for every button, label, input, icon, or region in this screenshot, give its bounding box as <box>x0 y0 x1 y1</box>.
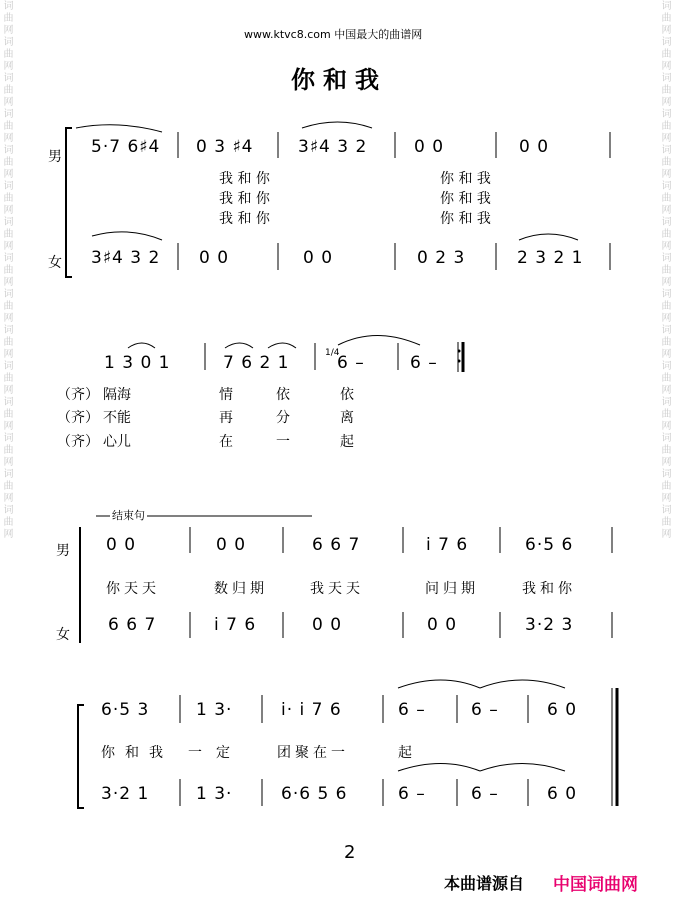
measure: 6 – <box>410 353 438 373</box>
lyric: 隔海 <box>103 387 131 403</box>
watermark-left: 词曲网词曲网词曲网词曲网词曲网词曲网词曲网词曲网词曲网词曲网词曲网词曲网词曲网词曲网词曲网 <box>1 0 12 540</box>
measure: 0 0 <box>414 137 445 157</box>
lyric: 你天天 <box>106 581 160 597</box>
measure: 3♯4 3 2 <box>91 248 161 268</box>
measure: 6 – <box>471 700 499 720</box>
measure: 0 3 ♯4 <box>196 137 254 157</box>
measure: 0 0 <box>519 137 550 157</box>
lyric: 数归期 <box>214 581 268 597</box>
source-label: 本曲谱源自 <box>444 874 525 893</box>
measure: i· i 7 6 <box>281 700 342 720</box>
lyric: 一 <box>276 434 290 450</box>
measure: 6 – <box>398 784 426 804</box>
measure: 0 0 <box>427 615 458 635</box>
measure: 0 2 3 <box>417 248 466 268</box>
lyric: 心儿 <box>103 434 131 450</box>
time-mark: 1/4 <box>325 348 340 358</box>
lyric: 在 <box>219 434 233 450</box>
lyric: 我和你 <box>522 581 576 597</box>
lyric: 团聚在一 <box>277 745 349 761</box>
measure: 6 – <box>471 784 499 804</box>
lyric: 你和我 <box>101 745 173 761</box>
measure: 1 3 0 1 <box>104 353 171 373</box>
lyric: 依 <box>276 387 290 403</box>
lyric: 依 <box>340 387 354 403</box>
measure: 0 0 <box>216 535 247 555</box>
measure: 2 3 2 1 <box>517 248 584 268</box>
lyric: 你 和 我 <box>440 211 491 227</box>
measure: 6 0 <box>547 784 578 804</box>
lyric: 我天天 <box>310 581 364 597</box>
measure: 6 – <box>398 700 426 720</box>
lyric: 我 和 你 <box>219 211 270 227</box>
song-title: 你和我 <box>291 66 387 94</box>
female-voice-label: 女 <box>48 255 62 271</box>
female-voice-label: 女 <box>56 627 70 643</box>
lyric: 一定 <box>188 745 244 761</box>
measure: 6·5 3 <box>101 700 150 720</box>
measure: 5·7 6♯4 <box>91 137 161 157</box>
lyric-tag: （齐） <box>57 434 99 450</box>
measure: 0 0 <box>199 248 230 268</box>
site-header: www.ktvc8.com 中国最大的曲谱网 <box>244 28 423 41</box>
page-number: 2 <box>344 842 356 863</box>
measure: 6 0 <box>547 700 578 720</box>
measure: 0 0 <box>312 615 343 635</box>
male-voice-label: 男 <box>56 543 70 559</box>
lyric: 再 <box>219 410 233 426</box>
lyric: 分 <box>276 410 290 426</box>
measure: 0 0 <box>303 248 334 268</box>
measure: 7 6 2 1 <box>223 353 290 373</box>
lyric: 我 和 你 <box>219 191 270 207</box>
measure: 6 6 7 <box>312 535 361 555</box>
watermark-right: 词曲网词曲网词曲网词曲网词曲网词曲网词曲网词曲网词曲网词曲网词曲网词曲网词曲网词曲网词曲网 <box>659 0 670 540</box>
measure: 3·2 3 <box>525 615 574 635</box>
measure: i 7 6 <box>426 535 469 555</box>
lyric: 问归期 <box>425 581 479 597</box>
lyric-tag: （齐） <box>57 410 99 426</box>
lyric: 不能 <box>103 410 131 426</box>
lyric: 我 和 你 <box>219 171 270 187</box>
measure: 6·5 6 <box>525 535 574 555</box>
site-brand[interactable]: 中国词曲网 <box>553 875 638 895</box>
measure: 0 0 <box>106 535 137 555</box>
measure: 6·6 5 6 <box>281 784 348 804</box>
measure: 6 – <box>337 353 365 373</box>
measure: 3·2 1 <box>101 784 150 804</box>
male-voice-label: 男 <box>48 149 62 165</box>
measure: 3♯4 3 2 <box>298 137 368 157</box>
lyric: 情 <box>219 387 233 403</box>
measure: 1 3· <box>196 784 233 804</box>
measure: 6 6 7 <box>108 615 157 635</box>
coda-label: 结束句 <box>112 509 145 522</box>
lyric: 起 <box>398 745 412 761</box>
measure: 1 3· <box>196 700 233 720</box>
lyric: 起 <box>340 434 354 450</box>
lyric: 你 和 我 <box>440 191 491 207</box>
lyric: 你 和 我 <box>440 171 491 187</box>
lyric: 离 <box>340 410 354 426</box>
measure: i 7 6 <box>214 615 257 635</box>
lyric-tag: （齐） <box>57 387 99 403</box>
